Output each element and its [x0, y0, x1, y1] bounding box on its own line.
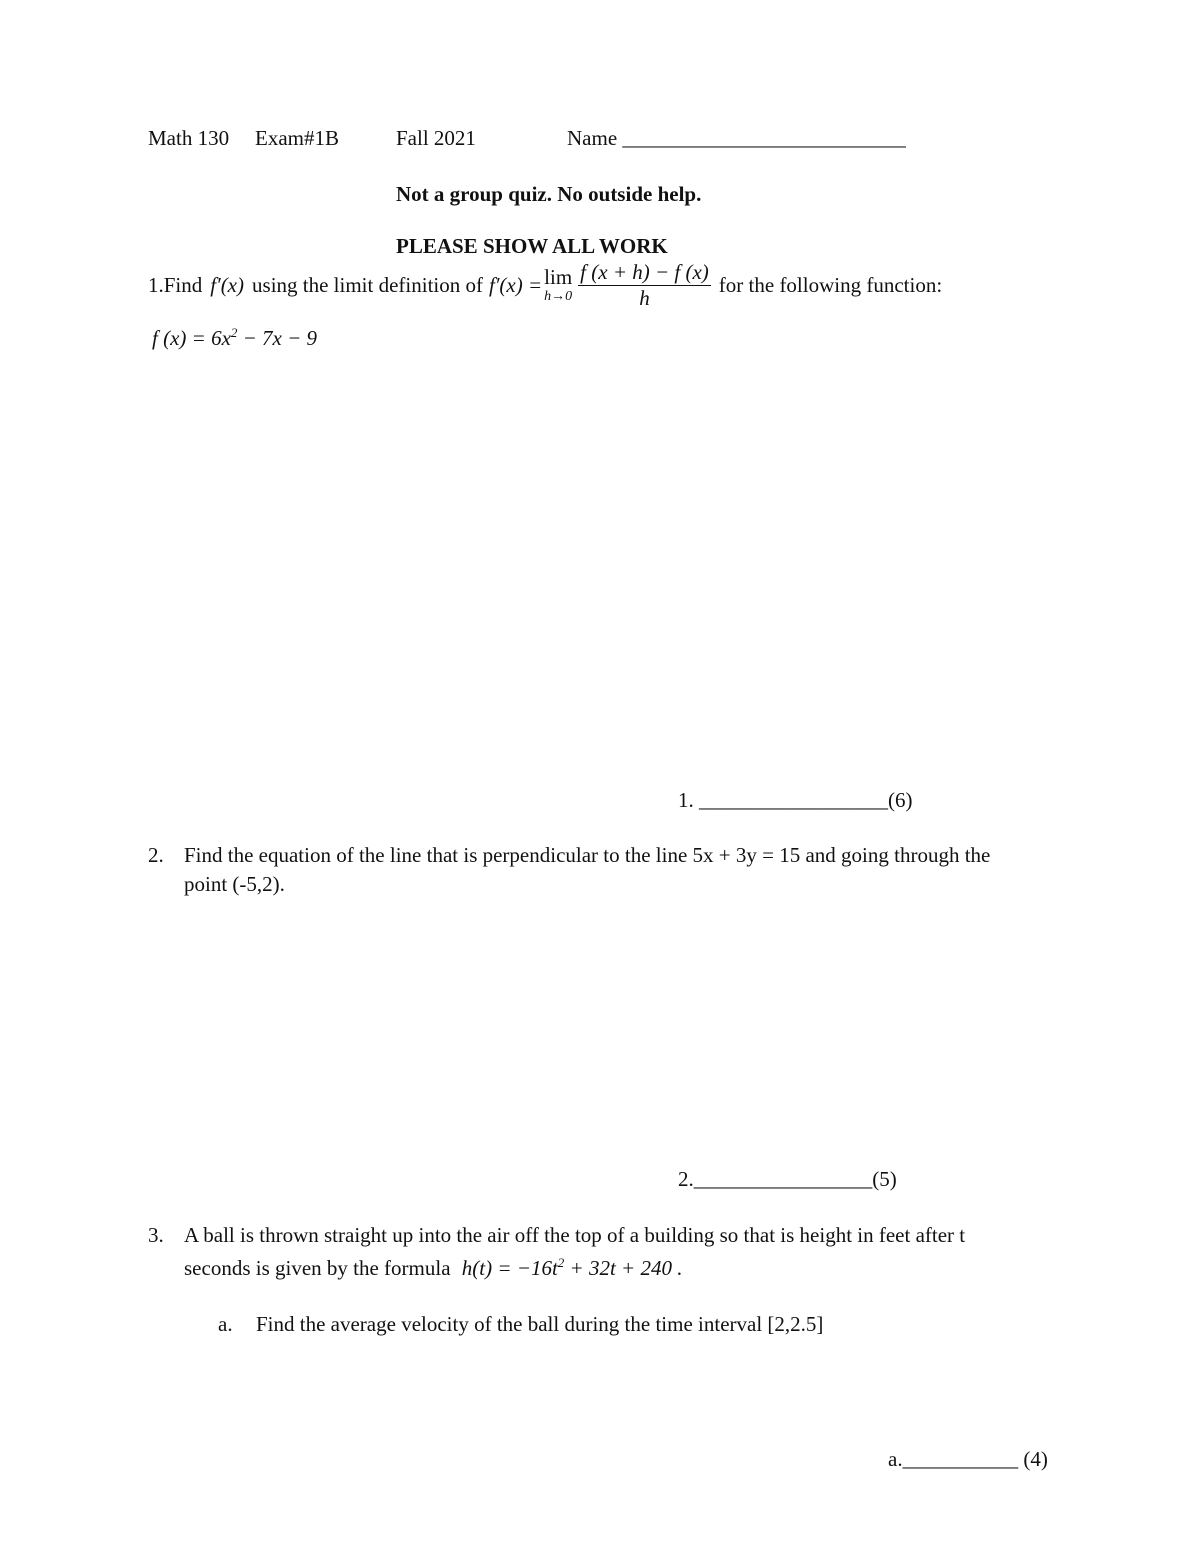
q1-lim-text: lim [544, 265, 573, 289]
q1-suffix: for the following function: [718, 273, 943, 297]
q3-line2 [184, 1256, 682, 1279]
header-term: Fall 2021 [396, 126, 476, 150]
instruction: PLEASE SHOW ALL WORK [396, 234, 668, 258]
q1-function-lhs: f (x) = 6x [152, 326, 231, 350]
q3-number: 3. [148, 1223, 164, 1247]
q1-middle: using the limit definition of [252, 273, 483, 297]
q3-part-a-answer[interactable]: a.___________ (4) [888, 1447, 1048, 1471]
q1-function-exp: 2 [230, 325, 238, 340]
q1-function [152, 326, 317, 349]
q2-line2: point (-5,2). [184, 872, 285, 896]
q3-part-a-label: a. [218, 1312, 233, 1336]
q1-fprime: f′(x) [210, 273, 245, 297]
q3-line1: A ball is thrown straight up into the air off the top of a building so that is height in feet after t [184, 1223, 966, 1247]
q1-numerator: f (x + h) − f (x) [580, 260, 709, 284]
q1-answer-line[interactable]: 1. __________________(6) [678, 788, 913, 812]
name-field[interactable]: Name ___________________________ [567, 126, 906, 150]
q3-formula-lhs: h(t) = −16t [461, 1256, 558, 1280]
notice: Not a group quiz. No outside help. [396, 182, 702, 206]
q3-formula-exp: 2 [557, 1255, 565, 1270]
q2-number: 2. [148, 843, 164, 867]
q1-limit [544, 267, 572, 304]
q1-fprime2: f′(x) = [489, 273, 543, 297]
header-course: Math 130 [148, 126, 230, 150]
q1-denominator: h [639, 286, 650, 310]
q3-formula-rhs: + 32t + 240 . [569, 1256, 683, 1280]
q1-fraction [578, 262, 711, 309]
q2-line1: Find the equation of the line that is perpendicular to the line 5x + 3y = 15 and going through the [184, 843, 991, 867]
header-exam: Exam#1B [255, 126, 339, 150]
q1-lim-sub: h→0 [544, 289, 573, 304]
q2-answer-line[interactable]: 2._________________(5) [678, 1167, 897, 1191]
q1-function-rhs: − 7x − 9 [242, 326, 318, 350]
q1-prefix: 1.Find [148, 273, 203, 297]
question-1 [148, 262, 942, 309]
q3-part-a-text: Find the average velocity of the ball during the time interval [2,2.5] [256, 1312, 824, 1336]
q3-line2-text: seconds is given by the formula [184, 1256, 451, 1280]
